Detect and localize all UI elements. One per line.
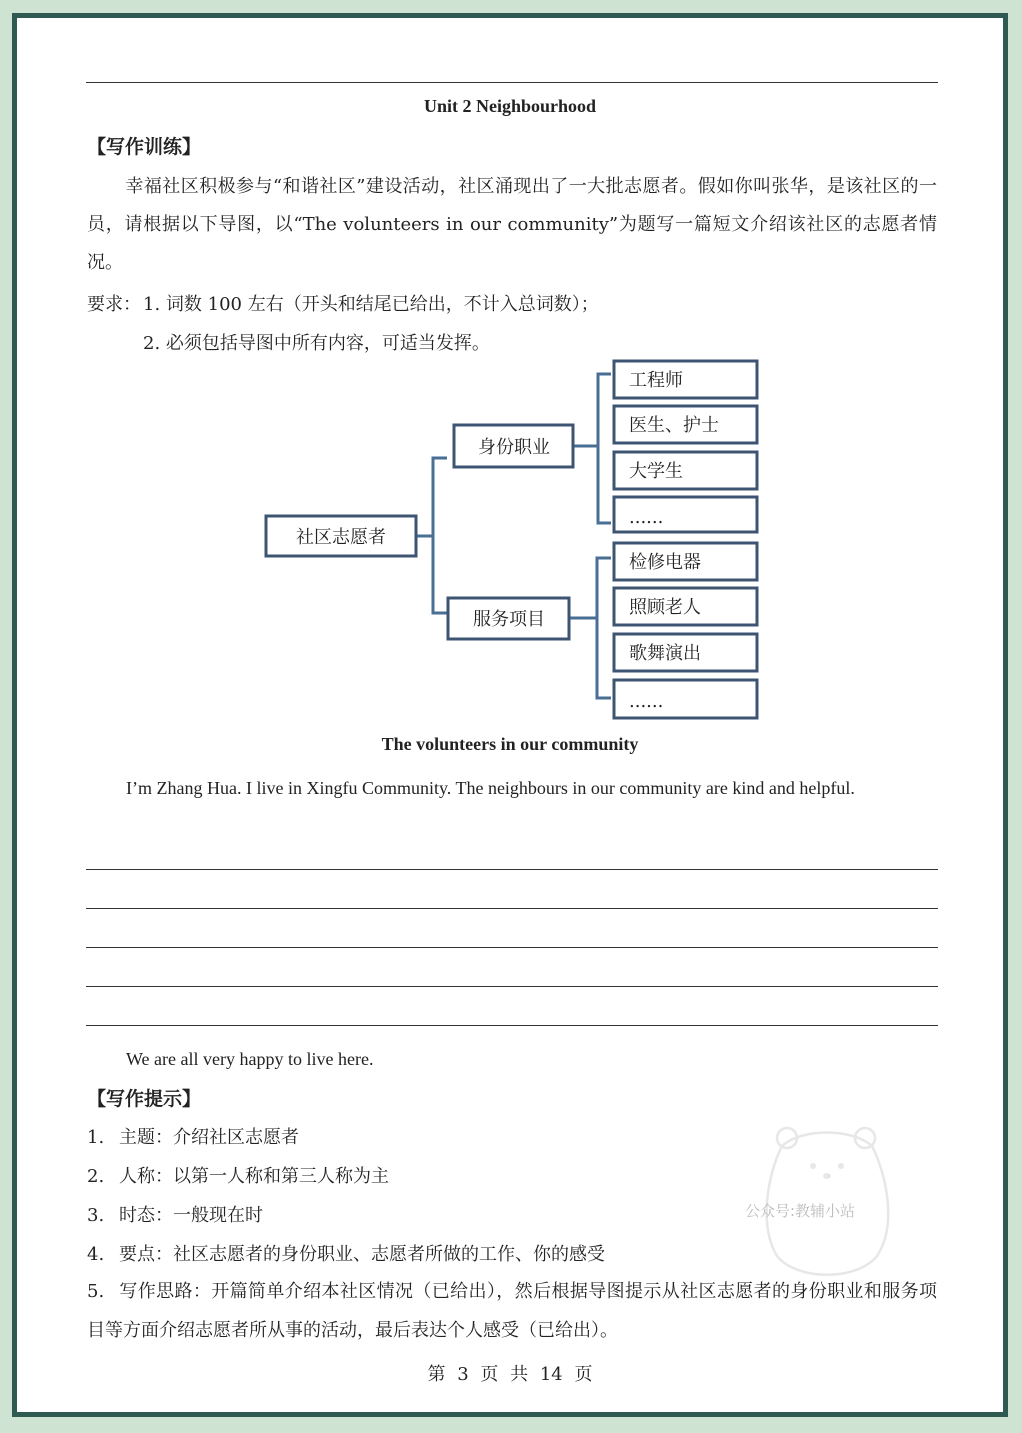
bear-watermark-icon [737, 1116, 917, 1276]
leaf-repair: 检修电器 [629, 552, 701, 573]
connector-branch1-bracket [598, 374, 611, 523]
unit-title: Unit 2 Neighbourhood [423, 96, 597, 116]
mind-map-connectors [416, 374, 611, 698]
leaf-student: 大学生 [629, 461, 683, 482]
section-heading-writing: 【写作训练】 [87, 136, 202, 158]
tip-item [87, 1162, 389, 1188]
writing-line [86, 869, 938, 870]
tip-text: 时态：一般现在时 [119, 1205, 263, 1226]
essay-opening [87, 769, 937, 807]
mind-map [17, 18, 1003, 738]
leaf-elderly: 照顾老人 [629, 597, 701, 618]
connector-root-bracket [433, 458, 447, 613]
essay-opening-text: I’m Zhang Hua. I live in Xingfu Community. The neighbours in our community are kind and helpful. [126, 778, 855, 798]
node-branch2: 服务项目 [473, 609, 545, 630]
tip-number: 3. [87, 1205, 105, 1226]
tip-text: 主题：介绍社区志愿者 [119, 1127, 299, 1148]
document-page [17, 18, 1003, 1412]
leaf-doctor-nurse: 医生、护士 [629, 415, 719, 436]
node-branch1: 身份职业 [478, 437, 550, 458]
requirements-label: 要求： [87, 294, 141, 315]
node-root: 社区志愿者 [296, 527, 386, 548]
writing-prompt-text: 幸福社区积极参与“和谐社区”建设活动，社区涌现出了一大批志愿者。假如你叫张华，是该社区的一员，请根据以下导图，以“The volunteers in our community”为题写一篇短文介绍该社区的志愿者情况。 [87, 176, 937, 273]
tip-item [87, 1201, 263, 1227]
connector-branch2-bracket [597, 558, 611, 698]
tip-text: 要点：社区志愿者的身份职业、志愿者所做的工作、你的感受 [119, 1244, 605, 1265]
tip-text: 写作思路：开篇简单介绍本社区情况（已给出），然后根据导图提示从社区志愿者的身份职业和服务项目等方面介绍志愿者所从事的活动，最后表达个人感受（已给出）。 [87, 1281, 937, 1341]
tip-number: 5. [87, 1281, 105, 1302]
leaf-more-1: ...... [629, 507, 664, 528]
writing-line [86, 908, 938, 909]
requirement-1: 1. 词数 100 左右（开头和结尾已给出，不计入总词数）； [143, 294, 599, 315]
leaf-more-2: ...... [629, 691, 664, 712]
tip-number: 2. [87, 1166, 105, 1187]
essay-closing: We are all very happy to live here. [126, 1049, 374, 1069]
tip-item [87, 1240, 605, 1266]
leaf-engineer: 工程师 [629, 370, 683, 391]
writing-line [86, 1025, 938, 1026]
page-footer: 第 3 页 共 14 页 [427, 1364, 593, 1385]
essay-title: The volunteers in our community [381, 734, 639, 754]
writing-line [86, 947, 938, 948]
watermark-text: 公众号:教辅小站 [745, 1202, 856, 1220]
tip-number: 1. [87, 1127, 105, 1148]
page-frame [12, 13, 1008, 1417]
writing-line [86, 986, 938, 987]
tip-text: 人称：以第一人称和第三人称为主 [119, 1166, 389, 1187]
tip-item [87, 1123, 299, 1149]
tip-item [87, 1272, 937, 1350]
tip-number: 4. [87, 1244, 105, 1265]
leaf-performance: 歌舞演出 [629, 643, 701, 664]
requirement-2: 2. 必须包括导图中所有内容，可适当发挥。 [143, 333, 490, 354]
section-heading-tips: 【写作提示】 [87, 1088, 202, 1110]
